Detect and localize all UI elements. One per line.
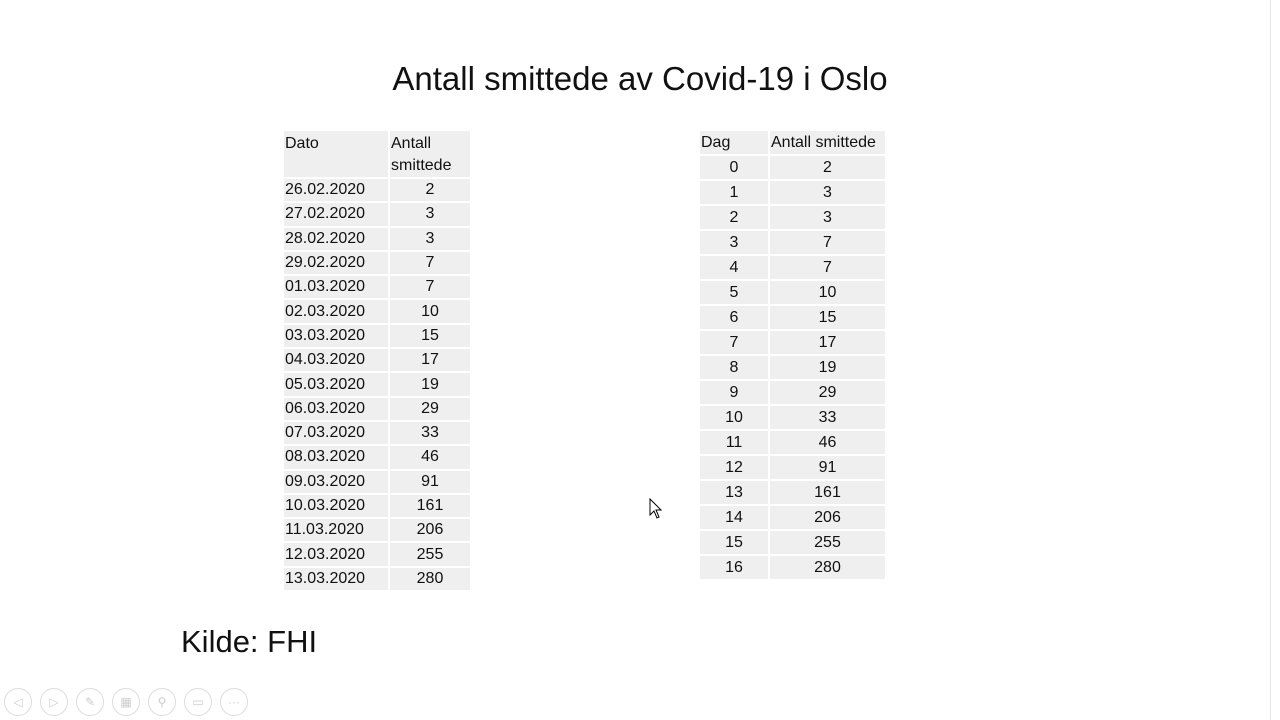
table-cell: 2: [389, 178, 471, 202]
table-row: [699, 155, 886, 180]
table-row: [283, 567, 471, 591]
table-cell: 9: [699, 380, 769, 405]
table-row: [283, 518, 471, 542]
table-cell: 15: [769, 305, 886, 330]
table-cell: 10: [389, 299, 471, 323]
table-cell: 3: [769, 205, 886, 230]
table-cell: 12: [699, 455, 769, 480]
table-cell: 255: [769, 530, 886, 555]
more-icon[interactable]: ···: [220, 688, 248, 716]
table-cell: 08.03.2020: [283, 445, 389, 469]
table-cell: 4: [699, 255, 769, 280]
table-row: [283, 299, 471, 323]
header-row: [283, 130, 471, 178]
slides-icon[interactable]: ▦: [112, 688, 140, 716]
table-cell: 28.02.2020: [283, 227, 389, 251]
column-header: Antall smittede: [769, 130, 886, 155]
table-cell: 15: [389, 324, 471, 348]
table-row: [699, 305, 886, 330]
slide-title: Antall smittede av Covid-19 i Oslo: [392, 60, 888, 97]
table-cell: 11.03.2020: [283, 518, 389, 542]
table-cell: 6: [699, 305, 769, 330]
table-cell: 2: [699, 205, 769, 230]
zoom-icon[interactable]: ⚲: [148, 688, 176, 716]
mouse-cursor-icon: [649, 498, 663, 520]
table-cell: 06.03.2020: [283, 397, 389, 421]
day-table: [698, 129, 887, 581]
table-row: [283, 470, 471, 494]
table-cell: 17: [389, 348, 471, 372]
table-cell: 12.03.2020: [283, 542, 389, 566]
table-cell: 13.03.2020: [283, 567, 389, 591]
table-cell: 33: [769, 405, 886, 430]
table-row: [699, 480, 886, 505]
table-cell: 17: [769, 330, 886, 355]
table-row: [699, 355, 886, 380]
header-row: [699, 130, 886, 155]
table-row: [283, 421, 471, 445]
table-cell: 91: [769, 455, 886, 480]
table-cell: 3: [389, 227, 471, 251]
table-cell: 3: [389, 202, 471, 226]
table-row: [699, 430, 886, 455]
table-cell: 16: [699, 555, 769, 580]
table-cell: 7: [389, 251, 471, 275]
table-row: [699, 380, 886, 405]
table-cell: 29: [769, 380, 886, 405]
table-row: [699, 255, 886, 280]
table-cell: 33: [389, 421, 471, 445]
table-cell: 161: [389, 494, 471, 518]
presenter-controls: [4, 688, 248, 716]
table-cell: 206: [769, 505, 886, 530]
table-cell: 46: [389, 445, 471, 469]
table-cell: 03.03.2020: [283, 324, 389, 348]
pen-icon[interactable]: ✎: [76, 688, 104, 716]
table-cell: 10.03.2020: [283, 494, 389, 518]
table-row: [699, 405, 886, 430]
table-row: [699, 330, 886, 355]
table-cell: 19: [389, 372, 471, 396]
table-cell: 255: [389, 542, 471, 566]
table-row: [283, 227, 471, 251]
table-cell: 7: [769, 230, 886, 255]
table-cell: 15: [699, 530, 769, 555]
window-edge: [1270, 0, 1271, 720]
table-cell: 1: [699, 180, 769, 205]
column-header: Antall smittede: [389, 130, 471, 178]
table-cell: 280: [389, 567, 471, 591]
table-cell: 5: [699, 280, 769, 305]
table-cell: 27.02.2020: [283, 202, 389, 226]
table-cell: 3: [699, 230, 769, 255]
table-row: [699, 555, 886, 580]
table-row: [283, 445, 471, 469]
table-row: [699, 530, 886, 555]
table-cell: 10: [769, 280, 886, 305]
table-row: [283, 202, 471, 226]
table-row: [699, 280, 886, 305]
table-row: [283, 251, 471, 275]
table-row: [283, 348, 471, 372]
table-cell: 09.03.2020: [283, 470, 389, 494]
table-row: [283, 178, 471, 202]
table-cell: 10: [699, 405, 769, 430]
table-cell: 46: [769, 430, 886, 455]
column-header: Dato: [283, 130, 389, 178]
table-row: [283, 275, 471, 299]
table-cell: 3: [769, 180, 886, 205]
table-row: [699, 230, 886, 255]
table-cell: 02.03.2020: [283, 299, 389, 323]
table-cell: 161: [769, 480, 886, 505]
column-header: Dag: [699, 130, 769, 155]
date-table: [282, 129, 472, 592]
table-row: [699, 205, 886, 230]
table-cell: 13: [699, 480, 769, 505]
next-icon[interactable]: ▷: [40, 688, 68, 716]
table-cell: 2: [769, 155, 886, 180]
table-row: [283, 397, 471, 421]
table-cell: 19: [769, 355, 886, 380]
table-cell: 29: [389, 397, 471, 421]
table-row: [283, 494, 471, 518]
table-cell: 8: [699, 355, 769, 380]
table-cell: 0: [699, 155, 769, 180]
previous-icon[interactable]: ◁: [4, 688, 32, 716]
table-cell: 26.02.2020: [283, 178, 389, 202]
table-row: [283, 372, 471, 396]
table-cell: 07.03.2020: [283, 421, 389, 445]
table-row: [283, 542, 471, 566]
table-cell: 04.03.2020: [283, 348, 389, 372]
table-cell: 01.03.2020: [283, 275, 389, 299]
table-cell: 05.03.2020: [283, 372, 389, 396]
subtitles-icon[interactable]: ▭: [184, 688, 212, 716]
table-cell: 7: [699, 330, 769, 355]
table-cell: 11: [699, 430, 769, 455]
source-label: Kilde: FHI: [181, 624, 318, 659]
table-row: [699, 455, 886, 480]
table-row: [699, 505, 886, 530]
table-cell: 280: [769, 555, 886, 580]
table-cell: 7: [769, 255, 886, 280]
table-cell: 29.02.2020: [283, 251, 389, 275]
table-cell: 7: [389, 275, 471, 299]
table-row: [699, 180, 886, 205]
table-cell: 91: [389, 470, 471, 494]
table-row: [283, 324, 471, 348]
table-cell: 206: [389, 518, 471, 542]
table-cell: 14: [699, 505, 769, 530]
